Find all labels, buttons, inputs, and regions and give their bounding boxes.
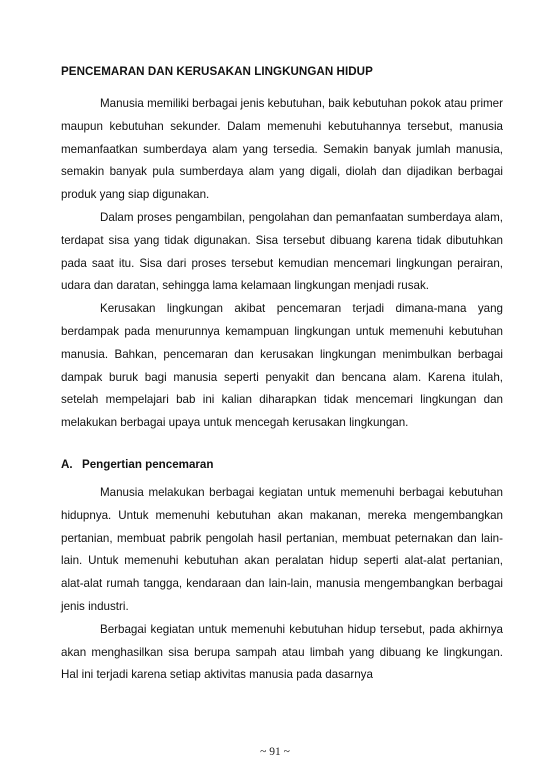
page-number: ~ 91 ~	[260, 746, 290, 758]
intro-paragraph-2: Dalam proses pengambilan, pengolahan dan pemanfaatan sumberdaya alam, terdapat sisa yang tidak digunakan. Sisa tersebut dibuang karena tidak dibutuhkan pada saat itu. Sisa dari proses tersebut kemudian mencemari lingkungan perairan, udara dan daratan, sehingga lama kelamaan lingkungan menjadi rusak.	[61, 210, 503, 293]
document-title: PENCEMARAN DAN KERUSAKAN LINGKUNGAN HIDUP	[61, 65, 373, 78]
intro-paragraph-1: Manusia memiliki berbagai jenis kebutuhan, baik kebutuhan pokok atau primer maupun kebutuhan sekunder. Dalam memenuhi kebutuhannya tersebut, manusia memanfaatkan sumberdaya alam yang tersedia. Semakin banyak jumlah manusia, semakin banyak pula sumberdaya alam yang digali, diolah dan dijadikan berbagai produk yang siap digunakan.	[61, 97, 503, 202]
section-heading-text: Pengertian pencemaran	[82, 457, 214, 471]
section-paragraph-2: Berbagai kegiatan untuk memenuhi kebutuhan hidup tersebut, pada akhirnya akan menghasilkan sisa berupa sampah atau limbah yang dibuang ke lingkungan. Hal ini terjadi karena setiap aktivitas manusia pada dasarnya	[61, 622, 503, 682]
document-page	[61, 64, 503, 687]
section-heading	[61, 457, 503, 473]
section-number: A.	[61, 457, 73, 471]
section-paragraph-1: Manusia melakukan berbagai kegiatan untuk memenuhi berbagai kebutuhan hidupnya. Untuk memenuhi kebutuhan akan makanan, mereka mengembangkan pertanian, membuat pabrik pengolah hasil pertanian, membuat peternakan dan lain-lain. Untuk memenuhi kebutuhan akan peralatan hidup seperti alat-alat pertanian, alat-alat rumah tangga, kendaraan dan lain-lain, manusia mengembangkan berbagai jenis industri.	[61, 485, 503, 613]
intro-paragraph-3: Kerusakan lingkungan akibat pencemaran terjadi dimana-mana yang berdampak pada menurunnya kemampuan lingkungan untuk memenuhi kebutuhan manusia. Bahkan, pencemaran dan kerusakan lingkungan menimbulkan berbagai dampak buruk bagi manusia seperti penyakit dan bencana alam. Karena itulah, setelah mempelajari bab ini kalian diharapkan tidak mencemari lingkungan dan melakukan berbagai upaya untuk mencegah kerusakan lingkungan.	[61, 302, 503, 430]
